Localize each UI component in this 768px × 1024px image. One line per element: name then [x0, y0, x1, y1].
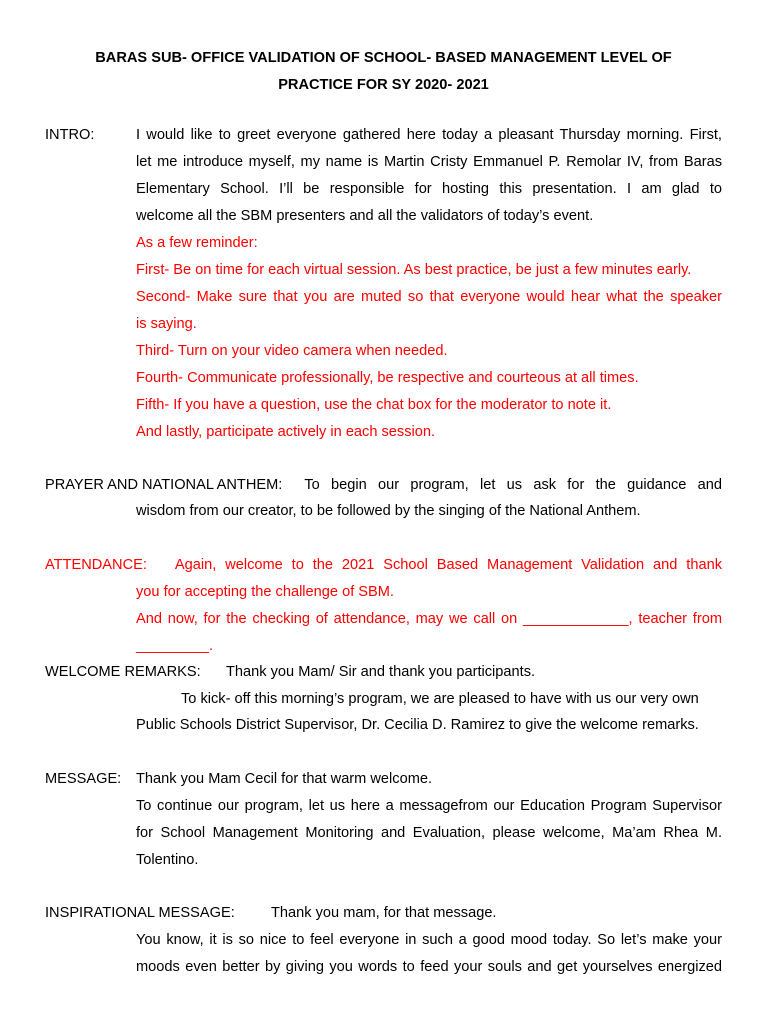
- attendance-line-4: _________.: [136, 638, 214, 654]
- prayer-line-1: To begin our program, let us ask for the guidance and: [304, 477, 722, 493]
- intro-line-1: I would like to greet everyone gathered here today a pleasant Thursday morning. First,: [136, 127, 722, 143]
- attendance-line-2: you for accepting the challenge of SBM.: [136, 584, 394, 600]
- welcome-line-2: To kick- off this morning’s program, we are pleased to have with us our very own: [181, 691, 699, 707]
- attendance-row: [45, 552, 722, 579]
- intro-label: INTRO:: [45, 127, 95, 143]
- reminder-lastly: And lastly, participate actively in each session.: [136, 424, 436, 440]
- title-line-2: PRACTICE FOR SY 2020- 2021: [278, 77, 489, 93]
- reminder-fifth: Fifth- If you have a question, use the chat box for the moderator to note it.: [136, 397, 612, 413]
- inspirational-label: INSPIRATIONAL MESSAGE:: [45, 905, 235, 921]
- attendance-line-3: And now, for the checking of attendance, may we call on _____________, teacher from: [136, 611, 722, 627]
- reminder-heading: As a few reminder:: [136, 235, 258, 251]
- inspirational-line-3: moods even better by giving you words to feed your souls and get yourselves energized: [136, 959, 722, 975]
- welcome-line-3: Public Schools District Supervisor, Dr. Cecilia D. Ramirez to give the welcome remarks.: [136, 717, 699, 733]
- prayer-row: [45, 472, 722, 499]
- attendance-label: ATTENDANCE:: [45, 557, 147, 573]
- inspirational-line-1: Thank you mam, for that message.: [271, 905, 497, 921]
- title-line-1: BARAS SUB- OFFICE VALIDATION OF SCHOOL- BASED MANAGEMENT LEVEL OF: [95, 50, 672, 66]
- intro-line-2: let me introduce myself, my name is Martin Cristy Emmanuel P. Remolar IV, from Baras: [136, 154, 722, 170]
- welcome-line-1: Thank you Mam/ Sir and thank you participants.: [226, 664, 536, 680]
- attendance-line-1: Again, welcome to the 2021 School Based Management Validation and thank: [174, 557, 722, 573]
- document-title: [45, 45, 722, 99]
- prayer-line-2: wisdom from our creator, to be followed by the singing of the National Anthem.: [136, 503, 641, 519]
- intro-line-4: welcome all the SBM presenters and all the validators of today’s event.: [136, 208, 594, 224]
- reminder-second-cont: is saying.: [136, 316, 197, 332]
- intro-line-3: Elementary School. I’ll be responsible for hosting this presentation. I am glad to: [136, 181, 722, 197]
- reminder-fourth: Fourth- Communicate professionally, be respective and courteous at all times.: [136, 370, 639, 386]
- message-label: MESSAGE:: [45, 771, 122, 787]
- message-line-4: Tolentino.: [136, 852, 199, 868]
- reminder-first: First- Be on time for each virtual session. As best practice, be just a few minutes early.: [136, 262, 692, 278]
- reminder-third: Third- Turn on your video camera when needed.: [136, 343, 448, 359]
- inspirational-line-2: You know, it is so nice to feel everyone in such a good mood today. So let’s make your: [136, 932, 722, 948]
- message-line-1: Thank you Mam Cecil for that warm welcome.: [136, 771, 433, 787]
- prayer-label: PRAYER AND NATIONAL ANTHEM:: [45, 477, 283, 493]
- message-line-2: To continue our program, let us here a messagefrom our Education Program Supervisor: [136, 798, 722, 814]
- welcome-label: WELCOME REMARKS:: [45, 664, 201, 680]
- reminder-second: Second- Make sure that you are muted so that everyone would hear what the speaker: [136, 289, 722, 305]
- message-line-3: for School Management Monitoring and Evaluation, please welcome, Ma’am Rhea M.: [136, 825, 722, 841]
